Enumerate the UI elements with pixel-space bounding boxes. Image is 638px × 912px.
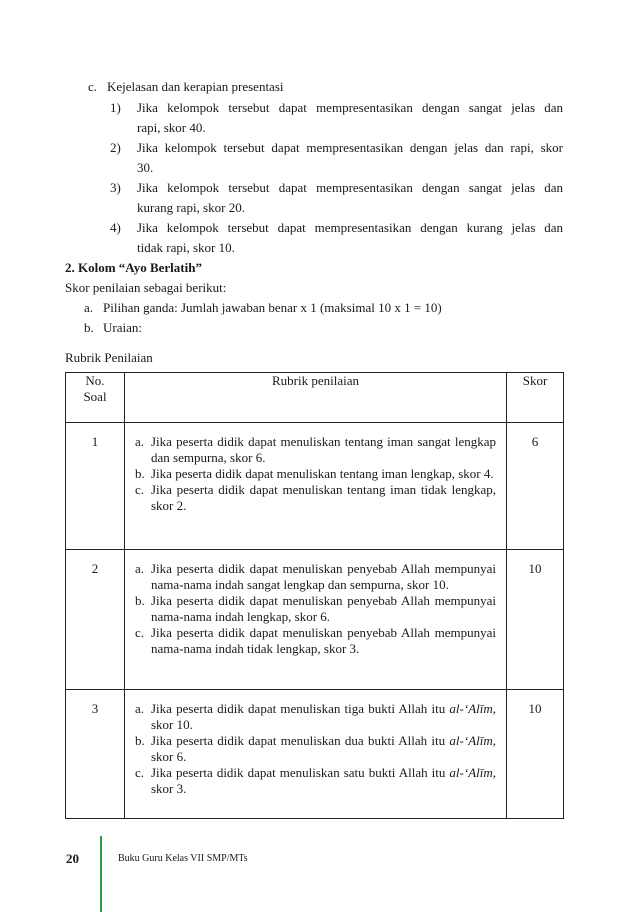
criteria-term: al-‘Alīm <box>449 733 493 748</box>
criteria-text <box>151 765 496 797</box>
criteria-item <box>135 733 496 765</box>
criteria-item <box>135 434 496 466</box>
criteria-item <box>135 765 496 797</box>
table-row <box>66 690 564 819</box>
footer-divider <box>100 836 102 912</box>
item-2-num: 2) <box>110 140 121 155</box>
criteria-text-start: Jika peserta didik dapat menuliskan dua bukti Allah itu <box>151 733 450 748</box>
item-1-line1: Jika kelompok tersebut dapat mempresentasikan dengan sangat jelas dan <box>137 100 563 115</box>
item-3-line2: kurang rapi, skor 20. <box>137 200 245 215</box>
criteria-label: a. <box>135 701 145 716</box>
criterion-c-label: c. <box>88 79 98 94</box>
section-2-intro: Skor penilaian sebagai berikut: <box>65 280 227 295</box>
criteria-label: c. <box>135 765 145 780</box>
item-1-num: 1) <box>110 100 121 115</box>
header-no-line1: No. <box>85 373 105 388</box>
criteria-text-start: Jika peserta didik dapat menuliskan tiga bukti Allah itu <box>151 701 450 716</box>
rubrik-table <box>65 372 564 819</box>
row-criteria <box>125 550 507 690</box>
item-4-num: 4) <box>110 220 121 235</box>
criteria-item <box>135 466 496 482</box>
row-number: 3 <box>66 690 125 819</box>
item-3-num: 3) <box>110 180 121 195</box>
criteria-text-end: , skor 6. <box>151 733 496 764</box>
page-number: 20 <box>66 851 79 866</box>
criteria-text: Jika peserta didik dapat menuliskan tentang iman lengkap, skor 4. <box>151 466 494 481</box>
criteria-text-start: Jika peserta didik dapat menuliskan satu bukti Allah itu <box>151 765 450 780</box>
row-number: 2 <box>66 550 125 690</box>
criteria-label: a. <box>135 561 145 576</box>
criteria-text: Jika peserta didik dapat menuliskan penyebab Allah mempunyai nama-nama indah lengkap, skor 6. <box>151 593 496 624</box>
table-row <box>66 423 564 550</box>
criteria-text: Jika peserta didik dapat menuliskan tentang iman sangat lengkap dan sempurna, skor 6. <box>151 434 496 465</box>
criterion-c-text: Kejelasan dan kerapian presentasi <box>107 79 284 94</box>
row-number: 1 <box>66 423 125 550</box>
criteria-text: Jika peserta didik dapat menuliskan penyebab Allah mempunyai nama-nama indah sangat lengkap dan sempurna, skor 10. <box>151 561 496 592</box>
row-score: 10 <box>507 690 564 819</box>
criteria-label: b. <box>135 593 145 608</box>
row-criteria <box>125 690 507 819</box>
row-score: 10 <box>507 550 564 690</box>
header-no-soal <box>66 373 125 423</box>
item-3-line1: Jika kelompok tersebut dapat mempresentasikan dengan sangat jelas dan <box>137 180 563 195</box>
criteria-item <box>135 701 496 733</box>
item-1-line2: rapi, skor 40. <box>137 120 206 135</box>
criteria-text <box>151 701 496 733</box>
criteria-label: a. <box>135 434 145 449</box>
criteria-label: c. <box>135 625 145 640</box>
row-criteria <box>125 423 507 550</box>
row-score: 6 <box>507 423 564 550</box>
criteria-text: Jika peserta didik dapat menuliskan tentang iman tidak lengkap, skor 2. <box>151 482 496 513</box>
item-4-line1: Jika kelompok tersebut dapat mempresentasikan dengan kurang jelas dan <box>137 220 563 235</box>
item-2-line2: 30. <box>137 160 154 175</box>
item-2-line1: Jika kelompok tersebut dapat mempresentasikan dengan jelas dan rapi, skor <box>137 140 563 155</box>
section-2-a-label: a. <box>84 300 94 315</box>
criteria-text-end: skor 3. <box>151 781 187 796</box>
rubrik-caption: Rubrik Penilaian <box>65 350 153 365</box>
criteria-label: c. <box>135 482 145 497</box>
section-2-heading: 2. Kolom “Ayo Berlatih” <box>65 260 202 275</box>
criteria-term: al-‘Alīm, <box>449 765 496 780</box>
criteria-item <box>135 593 496 625</box>
header-rubrik: Rubrik penilaian <box>125 373 507 423</box>
criteria-label: b. <box>135 466 145 481</box>
header-skor: Skor <box>507 373 564 423</box>
book-title: Buku Guru Kelas VII SMP/MTs <box>118 853 248 864</box>
criteria-item <box>135 482 496 514</box>
criteria-text-end: , skor 10. <box>151 701 496 732</box>
criteria-term: al-‘Alīm <box>449 701 493 716</box>
item-4-line2: tidak rapi, skor 10. <box>137 240 235 255</box>
header-no-line2: Soal <box>83 389 107 404</box>
criteria-item <box>135 625 496 657</box>
section-2-a-text: Pilihan ganda: Jumlah jawaban benar x 1 (maksimal 10 x 1 = 10) <box>103 300 442 315</box>
criteria-text: Jika peserta didik dapat menuliskan penyebab Allah mempunyai nama-nama indah tidak lengkap, skor 3. <box>151 625 496 656</box>
section-2-b-text: Uraian: <box>103 320 142 335</box>
table-row <box>66 550 564 690</box>
criteria-item <box>135 561 496 593</box>
table-header-row <box>66 373 564 423</box>
criteria-label: b. <box>135 733 145 748</box>
criteria-text <box>151 733 496 765</box>
section-2-b-label: b. <box>84 320 94 335</box>
